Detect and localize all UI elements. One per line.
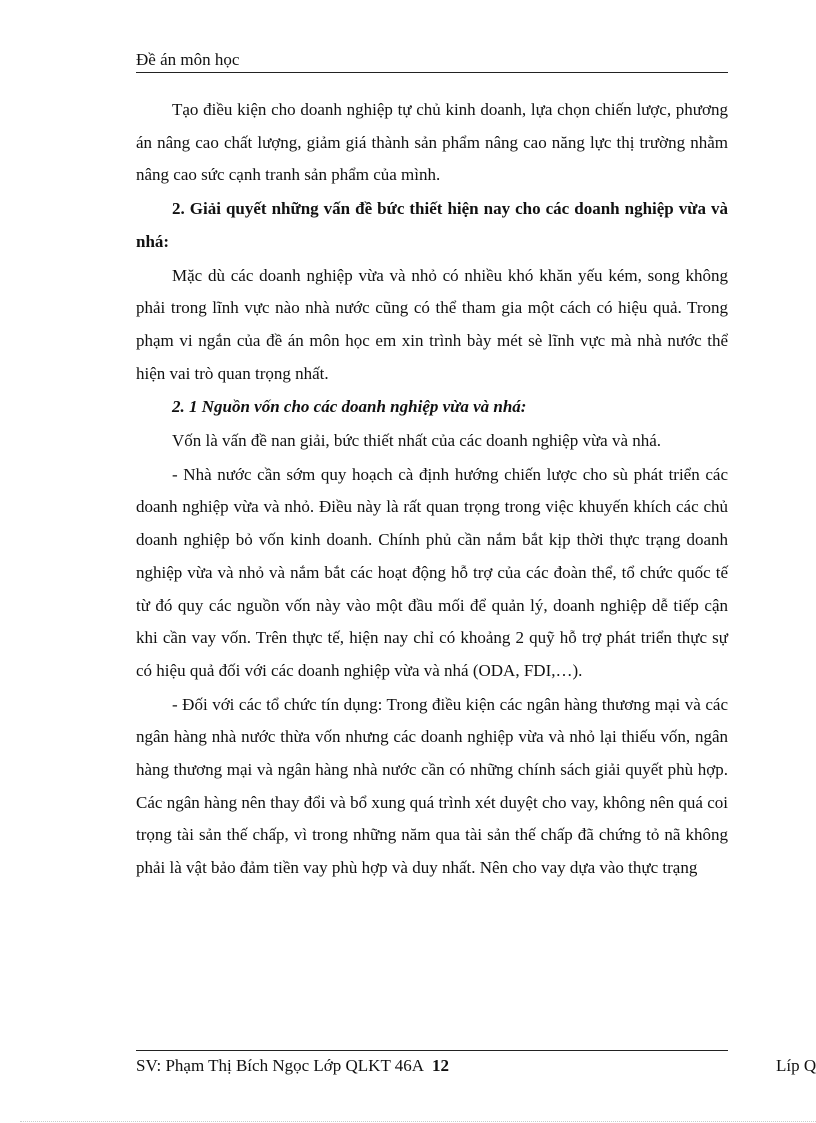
page-number: 12 [432, 1056, 449, 1075]
page-header: Đề án môn học [136, 50, 728, 73]
footer-divider [136, 1050, 728, 1051]
paragraph-capital: Vốn là vấn đề nan giải, bức thiết nhất của các doanh nghiệp vừa và nhá. [172, 431, 662, 451]
paragraph-credit: - Đối với các tổ chức tín dụng: Trong điều kiện các ngân hàng thương mại và các ngân hàng nhà nước thừa vốn nhưng các doanh nghiệp vừa và nhỏ lại thiếu vốn, ngân hàng thương mại và ngân hàng nhà nước cần có những chính sách giải quyết phù hợp. Các ngân hàng nên thay đổi và bổ xung quá trình xét duyệt cho vay, không nên quá coi trọng tài sản thế chấp, vì trong những năm qua tài sản thế chấp đã chứng tỏ nã không phải là vật bảo đảm tiền vay phù hợp và duy nhất. Nên cho vay dựa vào thực trạng [136, 694, 728, 878]
subsection-heading: 2. 1 Nguồn vốn cho các doanh nghiệp vừa và nhá: [172, 397, 527, 417]
footer-student-info: SV: Phạm Thị Bích Ngọc Lớp QLKT 46A [136, 1056, 425, 1075]
paragraph-overview: Mặc dù các doanh nghiệp vừa và nhỏ có nhiều khó khăn yếu kém, song không phải trong lĩnh vực nào nhà nước cũng có thể tham gia một cách có hiệu quả. Trong phạm vi ngắn của đề án môn học em xin trình bày mét sè lĩnh vực mà nhà nước thể hiện vai trò quan trọng nhất. [136, 265, 728, 383]
document-body [136, 94, 728, 886]
paragraph-state-planning: - Nhà nước cần sớm quy hoạch cà định hướng chiến lược cho sù phát triển các doanh nghiệp vừa và nhỏ. Điều này là rất quan trọng trong việc khuyến khích các chủ doanh nghiệp bỏ vốn kinh doanh. Chính phủ cần nắm bắt kịp thời thực trạng doanh nghiệp vừa và nhỏ và nắm bắt các hoạt động hỗ trợ của các đoàn thể, tổ chức quốc tế từ đó quy các nguồn vốn này vào một đầu mối để quản lý, doanh nghiệp dễ tiếp cận khi cần vay vốn. Trên thực tế, hiện nay chỉ có khoảng 2 quỹ hỗ trợ phát triển thực sự có hiệu quả đối với các doanh nghiệp vừa và nhá (ODA, FDI,…). [136, 464, 728, 680]
page-edge-divider [20, 1121, 816, 1122]
section-heading: 2. Giải quyết những vấn đề bức thiết hiện nay cho các doanh nghiệp vừa và nhá: [136, 199, 728, 251]
paragraph-intro: Tạo điều kiện cho doanh nghiệp tự chủ kinh doanh, lựa chọn chiến lược, phương án nâng cao chất lượng, giảm giá thành sản phẩm nâng cao năng lực thị trường nhằm nâng cao sức cạnh tranh sản phẩm của mình. [136, 100, 728, 185]
footer-class-info: Líp Q [776, 1056, 816, 1075]
